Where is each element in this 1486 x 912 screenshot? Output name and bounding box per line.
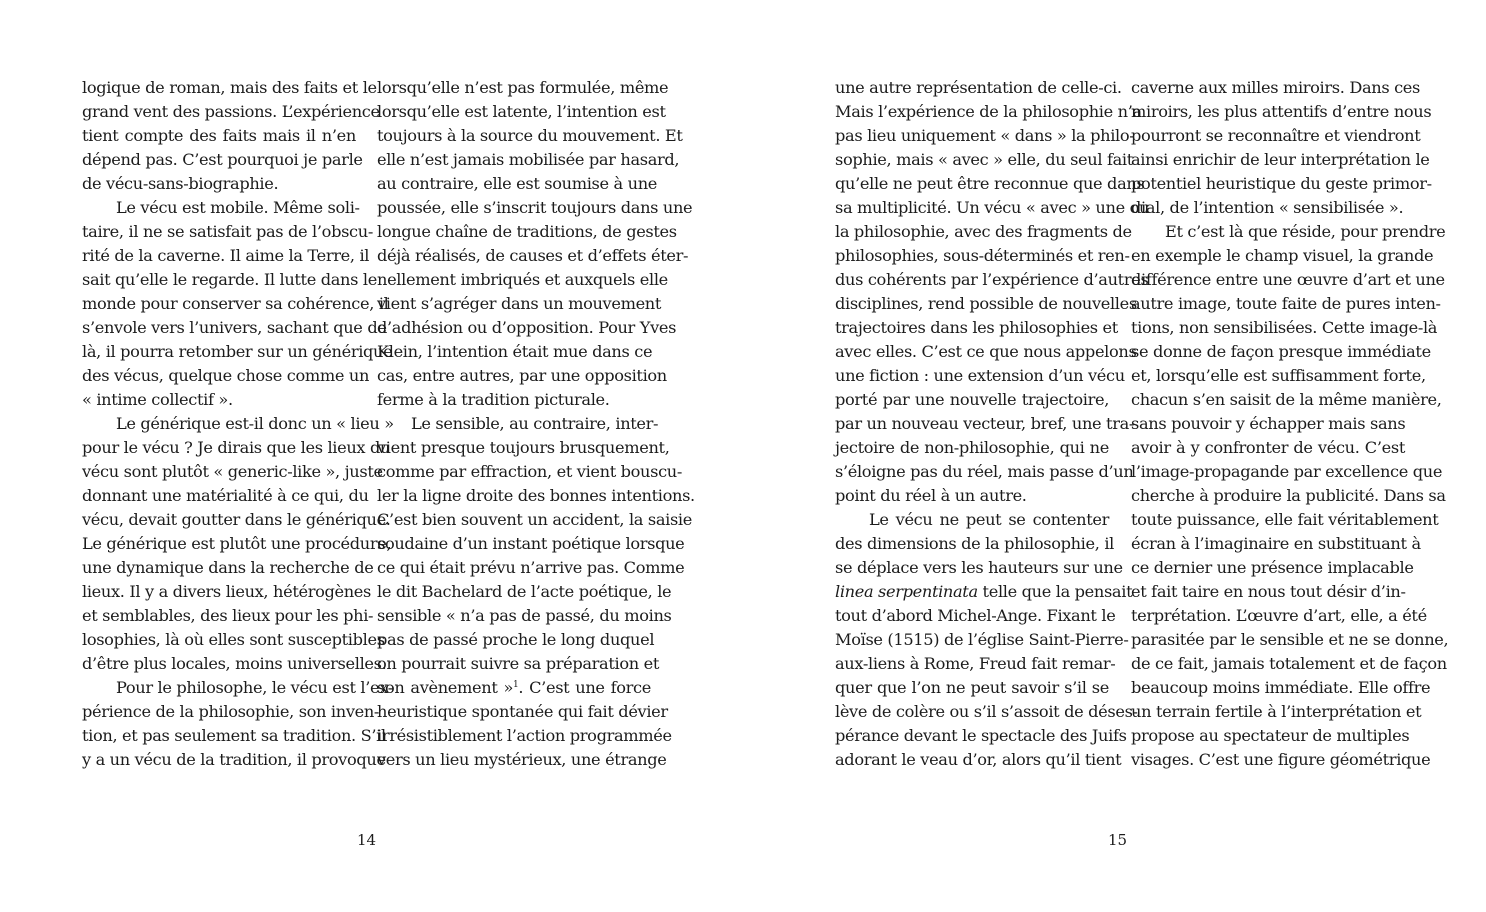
line-text: déjà réalisés, de causes et d’effets éter- [377, 246, 689, 265]
left-page-column-2 [377, 76, 695, 772]
footnote-marker: 1 [513, 680, 519, 690]
text-line [835, 292, 1137, 316]
line-text: comme par effraction, et vient bouscu- [377, 462, 683, 481]
line-text: se donne de façon presque immédiate [1131, 342, 1431, 361]
line-text: et, lorsqu’elle est suffisamment forte, [1131, 366, 1426, 385]
line-text: avec elles. C’est ce que nous appelons [835, 342, 1137, 361]
text-line [1131, 340, 1431, 364]
line-text: vient presque toujours brusquement, [377, 438, 670, 457]
text-line [835, 268, 1149, 292]
line-text: Le générique est plutôt une procédure, [82, 534, 392, 553]
line-text: ce dernier une présence implacable [1131, 558, 1414, 577]
line-text: ler la ligne droite des bonnes intentions. [377, 486, 695, 505]
line-text: là, il pourra retomber sur un générique [82, 342, 393, 361]
line-text: porté par une nouvelle trajectoire, [835, 390, 1109, 409]
text-line [1131, 748, 1431, 772]
text-line [377, 268, 668, 292]
line-text: caverne aux milles miroirs. Dans ces [1131, 78, 1420, 97]
line-text: sophie, mais « avec » elle, du seul fait [835, 150, 1133, 169]
text-line [835, 172, 1145, 196]
text-line [82, 436, 391, 460]
text-line [835, 124, 1135, 148]
line-text: Le vécu est mobile. Même soli- [116, 198, 360, 217]
text-line [82, 340, 393, 364]
text-line [835, 388, 1109, 412]
text-line [1131, 700, 1422, 724]
text-line [835, 652, 1116, 676]
text-line [1131, 244, 1434, 268]
line-text: de vécu-sans-biographie. [82, 174, 279, 193]
text-line [835, 316, 1118, 340]
text-line [1131, 676, 1431, 700]
line-text: poussée, elle s’inscrit toujours dans une [377, 198, 693, 217]
line-text: de ce fait, jamais totalement et de façon [1131, 654, 1447, 673]
line-text: lorsqu’elle est latente, l’intention est [377, 102, 666, 121]
text-line [82, 532, 392, 556]
line-text: lieux. Il y a divers lieux, hétérogènes [82, 582, 371, 601]
line-text: logique de roman, mais des faits et le [82, 78, 377, 97]
text-line [1131, 124, 1421, 148]
text-line [835, 436, 1109, 460]
text-line [377, 748, 667, 772]
text-line [377, 676, 651, 700]
line-text: irrésistiblement l’action programmée [377, 726, 672, 745]
text-line [835, 460, 1134, 484]
text-line [82, 676, 393, 700]
text-line [377, 652, 659, 676]
line-text: s’envole vers l’univers, sachant que de [82, 318, 387, 337]
text-line [377, 556, 685, 580]
text-line [1131, 172, 1432, 196]
right-page [743, 0, 1486, 912]
text-line [377, 172, 658, 196]
text-line [835, 148, 1133, 172]
line-text: longue chaîne de traditions, de gestes [377, 222, 677, 241]
text-line [1131, 484, 1446, 508]
text-line [1131, 100, 1432, 124]
line-text: l’image-propagande par excellence que [1131, 462, 1443, 481]
line-text: lorsqu’elle n’est pas formulée, même [377, 78, 669, 97]
line-text: par un nouveau vecteur, bref, une tra- [835, 414, 1135, 433]
line-text: Moïse (1515) de l’église Saint-Pierre- [835, 630, 1129, 649]
text-line [377, 532, 685, 556]
line-text: « intime collectif ». [82, 390, 233, 409]
line-text: au contraire, elle est soumise à une [377, 174, 658, 193]
text-line [82, 220, 373, 244]
line-text: des dimensions de la philosophie, il [835, 534, 1114, 553]
line-text: le dit Bachelard de l’acte poétique, le [377, 582, 672, 601]
line-text: lève de colère ou s’il s’assoit de déses- [835, 702, 1138, 721]
text-line [377, 76, 669, 100]
line-text: quer que l’on ne peut savoir s’il se [835, 678, 1109, 697]
text-line [1131, 76, 1420, 100]
text-line [82, 100, 380, 124]
line-text: et semblables, des lieux pour les phi- [82, 606, 374, 625]
text-line [835, 748, 1122, 772]
text-line [835, 724, 1127, 748]
text-line [835, 700, 1138, 724]
text-line [377, 220, 677, 244]
line-text: parasitée par le sensible et ne se donne, [1131, 630, 1449, 649]
text-line [377, 484, 695, 508]
line-text: jectoire de non-philosophie, qui ne [835, 438, 1109, 457]
text-line [82, 604, 374, 628]
line-text: Le générique est-il donc un « lieu » [116, 414, 394, 433]
page-number-right: 15 [1108, 831, 1128, 849]
line-text: losophies, là où elles sont susceptibles [82, 630, 385, 649]
text-line [82, 580, 371, 604]
text-line [835, 340, 1137, 364]
line-text: point du réel à un autre. [835, 486, 1027, 505]
text-line [1131, 292, 1441, 316]
line-text: se déplace vers les hauteurs sur une [835, 558, 1123, 577]
text-line [82, 364, 370, 388]
line-text: potentiel heuristique du geste primor- [1131, 174, 1432, 193]
text-line [82, 268, 377, 292]
right-page-column-2 [1131, 76, 1449, 772]
line-text-continued: . C’est une force [518, 678, 651, 697]
line-text: Et c’est là que réside, pour prendre [1165, 222, 1446, 241]
line-text: rité de la caverne. Il aime la Terre, il [82, 246, 370, 265]
line-text: Le sensible, au contraire, inter- [411, 414, 659, 433]
line-text: une autre représentation de celle-ci. [835, 78, 1122, 97]
line-text: tout d’abord Michel-Ange. Fixant le [835, 606, 1116, 625]
line-text: périence de la philosophie, son inven- [82, 702, 380, 721]
text-line [377, 604, 672, 628]
line-text: un terrain fertile à l’interprétation et [1131, 702, 1422, 721]
line-text: vient s’agréger dans un mouvement [377, 294, 662, 313]
line-text: écran à l’imaginaire en substituant à [1131, 534, 1421, 553]
line-text: Klein, l’intention était mue dans ce [377, 342, 653, 361]
text-line [82, 556, 374, 580]
line-text: tient compte des faits mais il n’en [82, 126, 356, 145]
text-line [1131, 412, 1405, 436]
right-page-column-1 [835, 76, 1150, 772]
line-text: cas, entre autres, par une opposition [377, 366, 667, 385]
text-line [82, 628, 385, 652]
line-text: Pour le philosophe, le vécu est l’ex- [116, 678, 393, 697]
line-text: pourront se reconnaître et viendront [1131, 126, 1421, 145]
line-text: sensible « n’a pas de passé, du moins [377, 606, 672, 625]
line-text: y a un vécu de la tradition, il provoque [82, 750, 386, 769]
line-text: elle n’est jamais mobilisée par hasard, [377, 150, 680, 169]
line-text: son avènement » [377, 678, 513, 697]
line-text: monde pour conserver sa cohérence, il [82, 294, 389, 313]
text-line [377, 436, 670, 460]
line-text: dus cohérents par l’expérience d’autres [835, 270, 1149, 289]
text-line [82, 748, 386, 772]
line-text: disciplines, rend possible de nouvelles [835, 294, 1137, 313]
text-line [1131, 316, 1438, 340]
text-line [1131, 532, 1421, 556]
line-text: chacun s’en saisit de la même manière, [1131, 390, 1442, 409]
text-line [835, 76, 1122, 100]
text-line [377, 292, 662, 316]
line-text: propose au spectateur de multiples [1131, 726, 1410, 745]
line-text: ainsi enrichir de leur interprétation le [1131, 150, 1430, 169]
text-line [377, 340, 651, 364]
text-line [835, 484, 1109, 508]
text-line [377, 388, 651, 412]
line-text: sait qu’elle le regarde. Il lutte dans le [82, 270, 377, 289]
text-line [1131, 388, 1442, 412]
text-line [377, 148, 680, 172]
text-line [82, 412, 394, 436]
text-line [835, 580, 1133, 604]
text-line [1131, 364, 1426, 388]
text-line [377, 724, 672, 748]
text-line [377, 244, 689, 268]
text-line [1131, 148, 1430, 172]
text-line [82, 76, 377, 100]
line-text: d’être plus locales, moins universelles. [82, 654, 387, 673]
text-line [1131, 724, 1410, 748]
line-text: toujours à la source du mouvement. Et [377, 126, 683, 145]
line-text: vers un lieu mystérieux, une étrange [377, 750, 667, 769]
line-text: s’éloigne pas du réel, mais passe d’un [835, 462, 1134, 481]
text-line [377, 364, 667, 388]
text-line [835, 100, 1142, 124]
text-line [82, 508, 391, 532]
line-text: trajectoires dans les philosophies et [835, 318, 1118, 337]
line-text: soudaine d’un instant poétique lorsque [377, 534, 685, 553]
text-line [1131, 604, 1427, 628]
line-text: qu’elle ne peut être reconnue que dans [835, 174, 1145, 193]
text-line [82, 700, 380, 724]
text-line [835, 244, 1130, 268]
text-line [377, 700, 668, 724]
line-text: terprétation. L’œuvre d’art, elle, a été [1131, 606, 1427, 625]
line-text: toute puissance, elle fait véritablement [1131, 510, 1439, 529]
line-text: vécu sont plutôt « generic-like », juste [82, 462, 383, 481]
line-text: tion, et pas seulement sa tradition. S’il [82, 726, 386, 745]
text-line [82, 124, 356, 148]
text-line [835, 364, 1125, 388]
text-line [377, 460, 683, 484]
line-text: nellement imbriqués et auxquels elle [377, 270, 668, 289]
text-line [835, 508, 1109, 532]
text-line [1131, 268, 1445, 292]
text-line [377, 580, 672, 604]
line-text: pas lieu uniquement « dans » la philo- [835, 126, 1135, 145]
line-text: avoir à y confronter de vécu. C’est [1131, 438, 1405, 457]
line-text: C’est bien souvent un accident, la saisie [377, 510, 692, 529]
text-line [835, 556, 1123, 580]
line-text: miroirs, les plus attentifs d’entre nous [1131, 102, 1432, 121]
line-text: différence entre une œuvre d’art et une [1131, 270, 1445, 289]
text-line [835, 196, 1150, 220]
text-line [1131, 220, 1446, 244]
text-line [377, 628, 655, 652]
line-text: sans pouvoir y échapper mais sans [1131, 414, 1406, 433]
line-text: donnant une matérialité à ce qui, du [82, 486, 369, 505]
line-text: ce qui était prévu n’arrive pas. Comme [377, 558, 685, 577]
line-text: aux-liens à Rome, Freud fait remar- [835, 654, 1116, 673]
text-line [82, 196, 360, 220]
text-line [835, 628, 1129, 652]
line-text: on pourrait suivre sa préparation et [377, 654, 659, 673]
text-line [377, 100, 666, 124]
line-text-continued: telle que la pensait [977, 582, 1133, 601]
line-text: une fiction : une extension d’un vécu [835, 366, 1125, 385]
line-text: d’adhésion ou d’opposition. Pour Yves [377, 318, 677, 337]
text-line [1131, 436, 1405, 460]
text-line [835, 532, 1114, 556]
line-text: et fait taire en nous tout désir d’in- [1131, 582, 1406, 601]
text-line [82, 724, 386, 748]
text-line [377, 196, 693, 220]
line-text: dépend pas. C’est pourquoi je parle [82, 150, 363, 169]
text-line [1131, 580, 1405, 604]
text-line [377, 124, 683, 148]
line-text: tions, non sensibilisées. Cette image-là [1131, 318, 1438, 337]
line-text: heuristique spontanée qui fait dévier [377, 702, 668, 721]
line-text: Le vécu ne peut se contenter [869, 510, 1109, 529]
text-line [82, 484, 369, 508]
text-line [1131, 460, 1443, 484]
line-text: visages. C’est une figure géométrique [1131, 750, 1431, 769]
text-line [82, 388, 356, 412]
line-text: cherche à produire la publicité. Dans sa [1131, 486, 1446, 505]
text-line [1131, 508, 1439, 532]
line-text: taire, il ne se satisfait pas de l’obscu- [82, 222, 373, 241]
text-line [1131, 556, 1414, 580]
text-line [82, 172, 356, 196]
text-line [82, 460, 383, 484]
text-line [377, 412, 659, 436]
text-line [377, 508, 692, 532]
text-line [82, 244, 370, 268]
text-line [82, 292, 389, 316]
line-text: vécu, devait goutter dans le générique. [82, 510, 391, 529]
line-text: adorant le veau d’or, alors qu’il tient [835, 750, 1122, 769]
text-line [82, 148, 363, 172]
text-line [1131, 652, 1447, 676]
line-text: pérance devant le spectacle des Juifs [835, 726, 1127, 745]
left-page-column-1 [82, 76, 394, 772]
text-line [835, 412, 1135, 436]
line-text: pas de passé proche le long duquel [377, 630, 655, 649]
line-text: autre image, toute faite de pures inten- [1131, 294, 1441, 313]
line-text: dial, de l’intention « sensibilisée ». [1131, 198, 1404, 217]
line-text: Mais l’expérience de la philosophie n’a [835, 102, 1142, 121]
text-line [1131, 196, 1405, 220]
line-text: des vécus, quelque chose comme un [82, 366, 370, 385]
text-line [82, 652, 387, 676]
line-text: grand vent des passions. L’expérience [82, 102, 380, 121]
line-text: beaucoup moins immédiate. Elle offre [1131, 678, 1431, 697]
italic-text: linea serpentinata [835, 582, 978, 601]
line-text: ferme à la tradition picturale. [377, 390, 610, 409]
text-line [835, 676, 1109, 700]
line-text: la philosophie, avec des fragments de [835, 222, 1132, 241]
line-text: en exemple le champ visuel, la grande [1131, 246, 1434, 265]
text-line [835, 604, 1116, 628]
page-number-left: 14 [357, 831, 377, 849]
line-text: une dynamique dans la recherche de [82, 558, 374, 577]
line-text: sa multiplicité. Un vécu « avec » une ou [835, 198, 1150, 217]
text-line [82, 316, 387, 340]
text-line [1131, 628, 1449, 652]
line-text: pour le vécu ? Je dirais que les lieux du [82, 438, 391, 457]
text-line [377, 316, 677, 340]
text-line [835, 220, 1132, 244]
line-text: philosophies, sous-déterminés et ren- [835, 246, 1130, 265]
